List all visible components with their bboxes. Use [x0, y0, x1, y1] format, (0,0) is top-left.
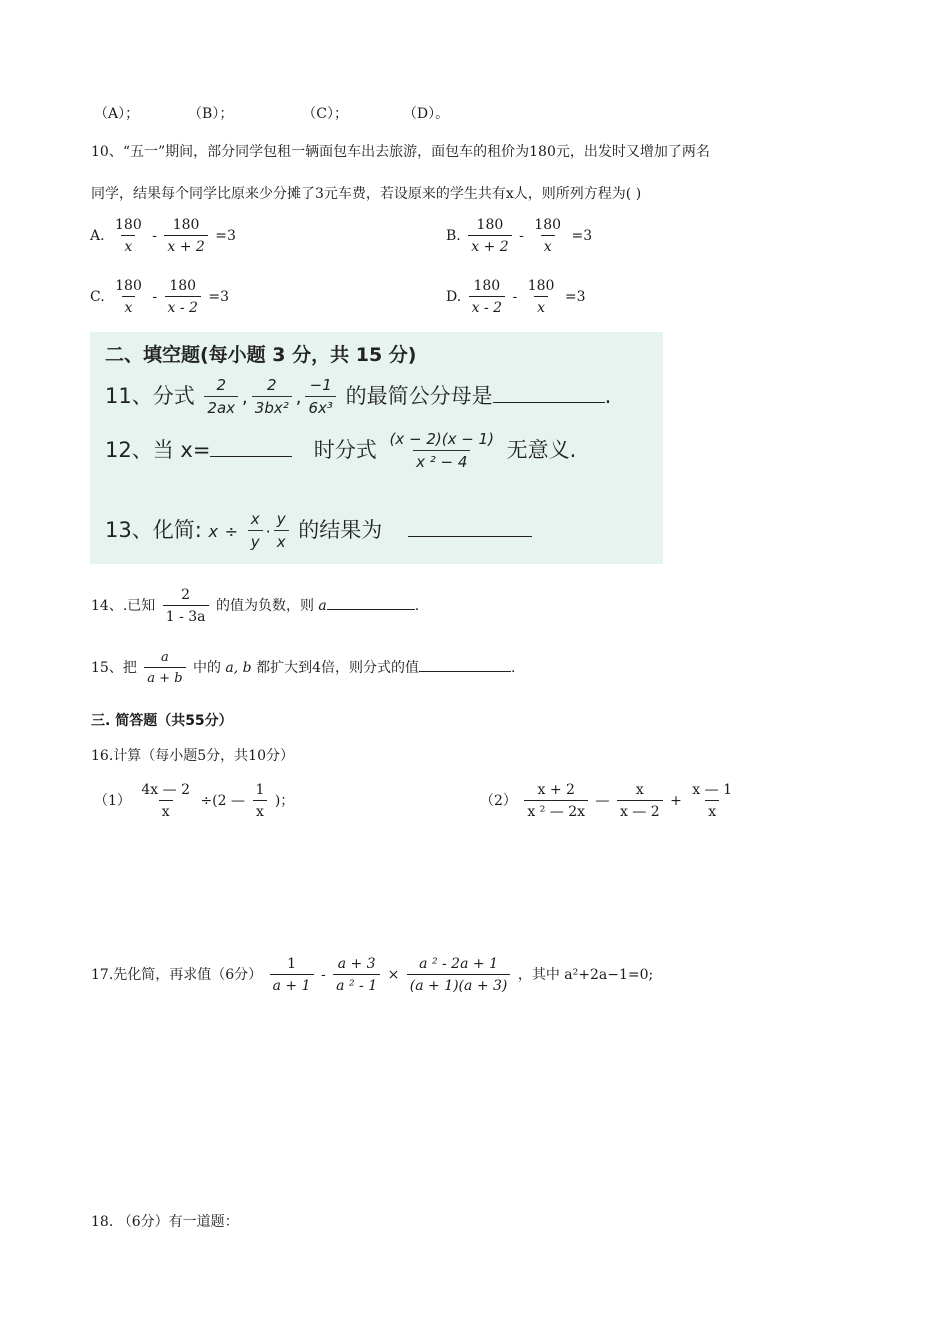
q17: 17.先化简，再求值（6分） $\frac{1}{a + 1}$ - $\frac{a + 3}{\text{a ² - 1}}$ × $\frac{\text{a ² - 2a + 1}}{(a + 1)(a + 3)}$ ，其中 a²+2a−1=0; — [91, 956, 654, 994]
section2-panel — [90, 332, 663, 564]
answer-blank[interactable] — [327, 595, 415, 610]
fraction: $\frac{180}{x}$ — [527, 278, 555, 316]
fraction: $\frac{180}{x + 2}$ — [468, 218, 511, 254]
q10-option-b: B. $\frac{180}{x + 2}$ - $\frac{180}{x}$ =3 — [446, 217, 593, 255]
fraction: $\frac{1}{x}$ — [252, 783, 267, 819]
fraction: $\frac{x — 1}{x}$ — [692, 782, 732, 820]
q16-title: 16.计算（每小题5分，共10分） — [91, 748, 294, 764]
answer-blank[interactable] — [210, 442, 292, 457]
q11: 11、分式 $\frac{2}{2ax}$ , $\frac{2}{\text{3bx²}}$ , $\frac{-1}{\text{6x³}}$ 的最简公分母是 . — [105, 376, 612, 417]
q10-line-2: 同学，结果每个同学比原来少分摊了3元车费，若设原来的学生共有x人，则所列方程为( ) — [91, 186, 642, 202]
option-b: （B）； — [188, 106, 234, 122]
option-label: A. — [90, 228, 105, 244]
option-label: B. — [446, 228, 461, 244]
answer-blank[interactable] — [408, 522, 532, 537]
q15: 15、把 $\frac{a}{a + b}$ 中的 a, b 都扩大到4倍，则分式的值 . — [91, 650, 516, 686]
section2-heading: 二、填空题(每小题 3 分，共 15 分) — [105, 344, 417, 366]
q10-option-c: C. $\frac{180}{x}$ - $\frac{180}{x - 2}$ =3 — [90, 278, 230, 316]
fraction: $\frac{180}{x}$ — [115, 278, 142, 316]
answer-blank[interactable] — [493, 388, 605, 403]
fraction: $\frac{-1}{\text{6x³}}$ — [305, 378, 335, 416]
fraction: $\frac{180}{x - 2}$ — [469, 279, 505, 315]
fraction: $\frac{4x — 2}{x}$ — [141, 782, 190, 820]
fraction: $\frac{x + 2}{\text{x ² — 2x}}$ — [524, 783, 588, 819]
fraction: $\frac{2}{1 - 3a}$ — [163, 588, 209, 624]
option-c: （C）； — [302, 106, 348, 122]
fraction: $\frac{(x - 2)(x - 1)}{\text{x ² − 4}}$ — [389, 430, 494, 471]
q14: 14、.已知 $\frac{2}{1 - 3a}$ 的值为负数，则 a . — [91, 587, 420, 625]
fraction: $\frac{x}{y}$ — [248, 512, 263, 550]
option-a: （A）； — [94, 106, 140, 122]
fraction: $\frac{180}{x - 2}$ — [165, 279, 201, 315]
fraction: $\frac{a + 3}{\text{a ² - 1}}$ — [333, 957, 380, 993]
q18: 18. （6分）有一道题： — [91, 1214, 239, 1230]
q16-part-1: （1） $\frac{4x — 2}{x}$ ÷(2 — $\frac{1}{x}$ )； — [94, 782, 295, 820]
q10-line-1: 10、“五一”期间，部分同学包租一辆面包车出去旅游，面包车的租价为180元，出发时又增加了两名 — [91, 144, 710, 160]
fraction: $\frac{x}{x — 2}$ — [617, 783, 663, 819]
fraction: $\frac{2}{\text{3bx²}}$ — [252, 378, 292, 416]
fraction: $\frac{1}{a + 1}$ — [270, 957, 314, 993]
section3-heading: 三. 简答题（共55分） — [91, 713, 233, 729]
q10-option-a: A. $\frac{180}{x}$ - $\frac{180}{x + 2}$ =3 — [90, 217, 236, 255]
q12: 12、当 x= 时分式 $\frac{(x - 2)(x - 1)}{\text{x ² − 4}}$ 无意义. — [105, 430, 577, 471]
option-label: C. — [90, 289, 105, 305]
fraction: $\frac{2}{2ax}$ — [204, 378, 238, 416]
fraction: $\frac{180}{x + 2}$ — [164, 218, 207, 254]
option-d: （D）。 — [402, 106, 450, 122]
fraction: $\frac{y}{x}$ — [274, 512, 289, 550]
fraction: $\frac{\text{a ² - 2a + 1}}{(a + 1)(a + 3)}$ — [407, 957, 511, 993]
fraction: $\frac{180}{x}$ — [115, 217, 142, 255]
answer-blank[interactable] — [419, 657, 511, 672]
fraction: $\frac{a}{a + b}$ — [144, 651, 185, 685]
previous-question-options — [94, 103, 449, 123]
q13: 13、化简: x ÷ $\frac{x}{y}$ · $\frac{y}{x}$ 的结果为 — [105, 512, 532, 550]
q10-option-d: D. $\frac{180}{x - 2}$ - $\frac{180}{x}$ =3 — [446, 278, 586, 316]
fraction: $\frac{180}{x}$ — [534, 217, 562, 255]
option-label: D. — [446, 289, 462, 305]
q16-part-2: （2） $\frac{x + 2}{\text{x ² — 2x}}$ — $\frac{x}{x — 2}$ + $\frac{x — 1}{x}$ — [480, 783, 738, 819]
